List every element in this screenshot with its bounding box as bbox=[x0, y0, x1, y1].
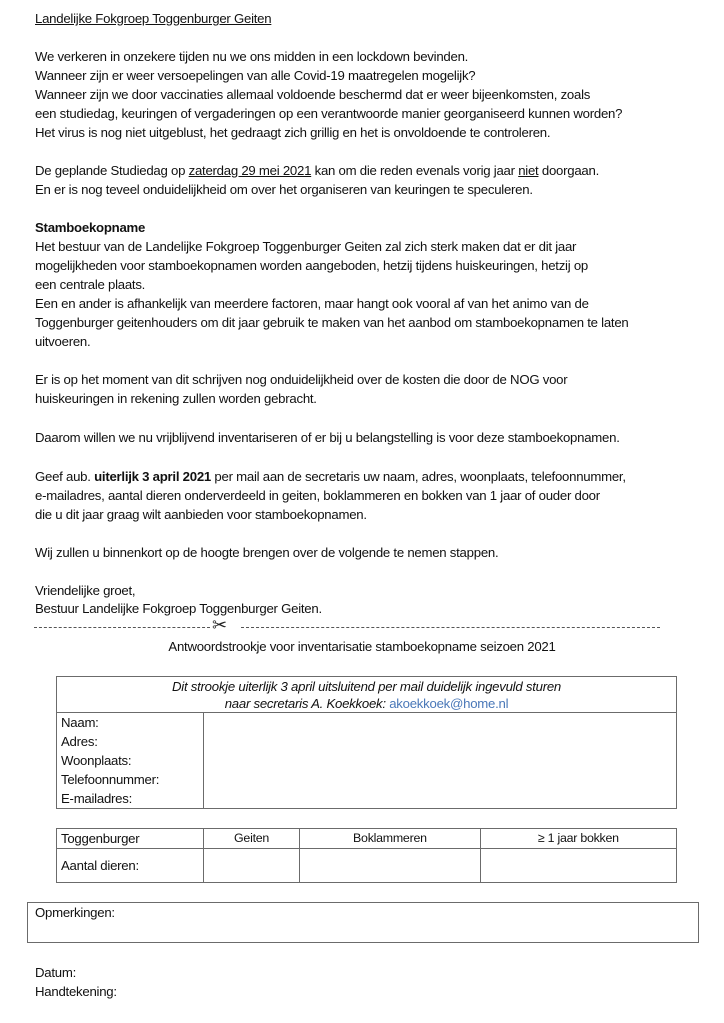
row-label-aantal-dieren: Aantal dieren: bbox=[57, 849, 204, 883]
sender: Bestuur Landelijke Fokgroep Toggenburger Geiten. bbox=[35, 601, 322, 616]
document-title: Landelijke Fokgroep Toggenburger Geiten bbox=[35, 11, 272, 26]
remarks-label: Opmerkingen: bbox=[35, 905, 115, 920]
cut-dash-right bbox=[241, 627, 660, 628]
instruction-cell bbox=[57, 677, 677, 713]
studiedag-line bbox=[35, 161, 599, 180]
stamboek-heading: Stamboekopname bbox=[35, 220, 146, 235]
date-label: Datum: bbox=[35, 965, 77, 980]
cut-line bbox=[34, 615, 660, 635]
kosten-line: Er is op het moment van dit schrijven nog onduidelijkheid over de kosten die door de NOG voor bbox=[35, 372, 568, 387]
animals-table bbox=[56, 828, 677, 883]
field-label-woonplaats: Woonplaats: bbox=[61, 753, 132, 768]
form-title: Antwoordstrookje voor inventarisatie stamboekopname seizoen 2021 bbox=[168, 639, 556, 654]
input-boklammeren[interactable] bbox=[300, 849, 481, 883]
input-geiten[interactable] bbox=[204, 849, 300, 883]
contact-input-cell[interactable] bbox=[204, 713, 677, 809]
field-label-naam: Naam: bbox=[61, 715, 99, 730]
stamboek-line: Het bestuur van de Landelijke Fokgroep Toggenburger Geiten zal zich sterk maken dat er dit jaar bbox=[35, 239, 577, 254]
signature-label: Handtekening: bbox=[35, 984, 117, 999]
volgende-line: Wij zullen u binnenkort op de hoogte brengen over de volgende te nemen stappen. bbox=[35, 545, 499, 560]
kosten-line: huiskeuringen in rekening zullen worden gebracht. bbox=[35, 391, 317, 406]
studiedag-prefix: De geplande Studiedag op bbox=[35, 163, 189, 178]
contact-table bbox=[56, 676, 677, 809]
intro-line: Wanneer zijn er weer versoepelingen van alle Covid-19 maatregelen mogelijk? bbox=[35, 68, 476, 83]
geef-deadline: uiterlijk 3 april 2021 bbox=[94, 469, 212, 484]
intro-line: We verkeren in onzekere tijden nu we ons midden in een lockdown bevinden. bbox=[35, 49, 469, 64]
studiedag-line2: En er is nog teveel onduidelijkheid om over het organiseren van keuringen te speculeren. bbox=[35, 182, 533, 197]
studiedag-niet: niet bbox=[518, 163, 539, 178]
studiedag-middle: kan om die reden evenals vorig jaar bbox=[311, 163, 519, 178]
instruction-line2 bbox=[61, 695, 672, 712]
greeting: Vriendelijke groet, bbox=[35, 583, 136, 598]
geef-line bbox=[35, 467, 626, 486]
header-bokken: ≥ 1 jaar bokken bbox=[480, 829, 676, 849]
input-bokken[interactable] bbox=[480, 849, 676, 883]
instruction-line1: Dit strookje uiterlijk 3 april uitsluitend per mail duidelijk ingevuld sturen bbox=[171, 679, 562, 694]
intro-line: Het virus is nog niet uitgeblust, het gedraagt zich grillig en het is onvoldoende te controleren. bbox=[35, 125, 551, 140]
instruction-line2-text: naar secretaris A. Koekkoek: bbox=[224, 696, 390, 711]
inventaris-line: Daarom willen we nu vrijblijvend inventariseren of er bij u belangstelling is voor deze stamboekopnamen. bbox=[35, 430, 620, 445]
geef-line2: e-mailadres, aantal dieren onderverdeeld in geiten, boklammeren en bokken van 1 jaar of ouder door bbox=[35, 488, 600, 503]
header-boklammeren: Boklammeren bbox=[300, 829, 481, 849]
studiedag-suffix: doorgaan. bbox=[538, 163, 600, 178]
remarks-box[interactable] bbox=[27, 902, 699, 943]
scissors-icon: ✂ bbox=[212, 615, 227, 635]
stamboek-line: een centrale plaats. bbox=[35, 277, 146, 292]
field-label-telefoonnummer: Telefoonnummer: bbox=[61, 772, 160, 787]
stamboek-line: Toggenburger geitenhouders om dit jaar gebruik te maken van het aanbod om stamboekopnamen te laten bbox=[35, 315, 629, 330]
studiedag-date: zaterdag 29 mei 2021 bbox=[188, 163, 312, 178]
stamboek-line: mogelijkheden voor stamboekopnamen worden aangeboden, hetzij tijdens huiskeuringen, hetzij op bbox=[35, 258, 588, 273]
header-toggenburger: Toggenburger bbox=[57, 829, 204, 849]
stamboek-line: Een en ander is afhankelijk van meerdere factoren, maar hangt ook vooral af van het animo van de bbox=[35, 296, 589, 311]
geef-suffix: per mail aan de secretaris uw naam, adres, woonplaats, telefoonnummer, bbox=[211, 469, 626, 484]
field-label-emailadres: E-mailadres: bbox=[61, 791, 133, 806]
geef-line3: die u dit jaar graag wilt aanbieden voor stamboekopnamen. bbox=[35, 507, 367, 522]
intro-line: Wanneer zijn we door vaccinaties allemaal voldoende beschermd dat er weer bijeenkomsten, zoals bbox=[35, 87, 591, 102]
field-labels-cell bbox=[57, 713, 204, 809]
header-geiten: Geiten bbox=[204, 829, 300, 849]
geef-prefix: Geef aub. bbox=[35, 469, 95, 484]
field-label-adres: Adres: bbox=[61, 734, 98, 749]
intro-line: een studiedag, keuringen of vergaderingen op een verantwoorde manier georganiseerd kunnen worden? bbox=[35, 106, 623, 121]
cut-dash-left bbox=[34, 627, 210, 628]
secretary-email-link[interactable]: akoekkoek@home.nl bbox=[389, 696, 509, 711]
stamboek-line: uitvoeren. bbox=[35, 334, 91, 349]
